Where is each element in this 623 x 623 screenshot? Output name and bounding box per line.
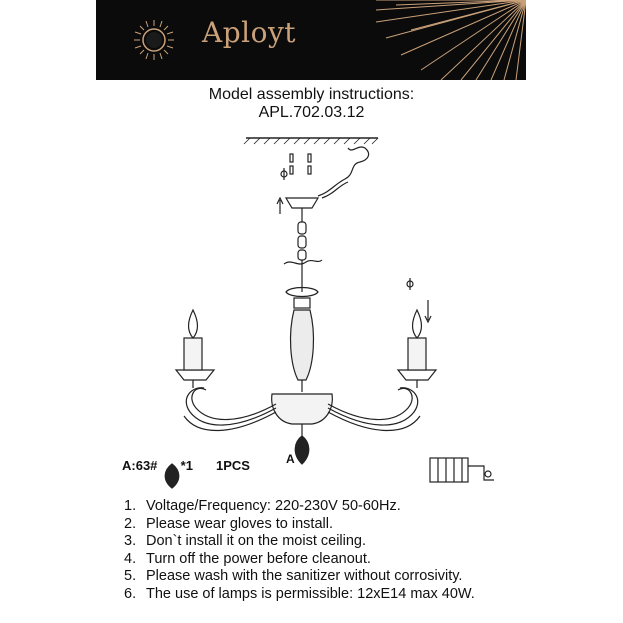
sun-rays-decoration <box>376 0 526 80</box>
drop-marker: A <box>286 452 295 466</box>
instruction-item: 4. Turn off the power before cleanout. <box>124 550 371 567</box>
model-number: APL.702.03.12 <box>258 104 365 121</box>
sun-burst-icon <box>132 18 176 62</box>
instruction-item: 5. Please wash with the sanitizer without corrosivity. <box>124 568 463 585</box>
instructions-list <box>124 498 475 604</box>
part-label: A:63# <box>122 458 158 473</box>
instruction-item: 1. Voltage/Frequency: 220-230V 50-60Hz. <box>124 498 401 514</box>
part-quantity: *1 <box>180 458 193 473</box>
assembly-title: Model assembly instructions: <box>208 86 415 103</box>
instruction-item: 2. Please wear gloves to install. <box>124 515 333 532</box>
brand-name: Aployt <box>202 16 297 49</box>
instruction-item: 6. The use of lamps is permissible: 12xE14 max 40W. <box>124 585 475 602</box>
brand-banner <box>96 0 526 80</box>
pieces-label: 1PCS <box>216 458 250 473</box>
instruction-item: 3. Don`t install it on the moist ceiling. <box>124 533 367 550</box>
chandelier-diagram <box>0 124 623 494</box>
